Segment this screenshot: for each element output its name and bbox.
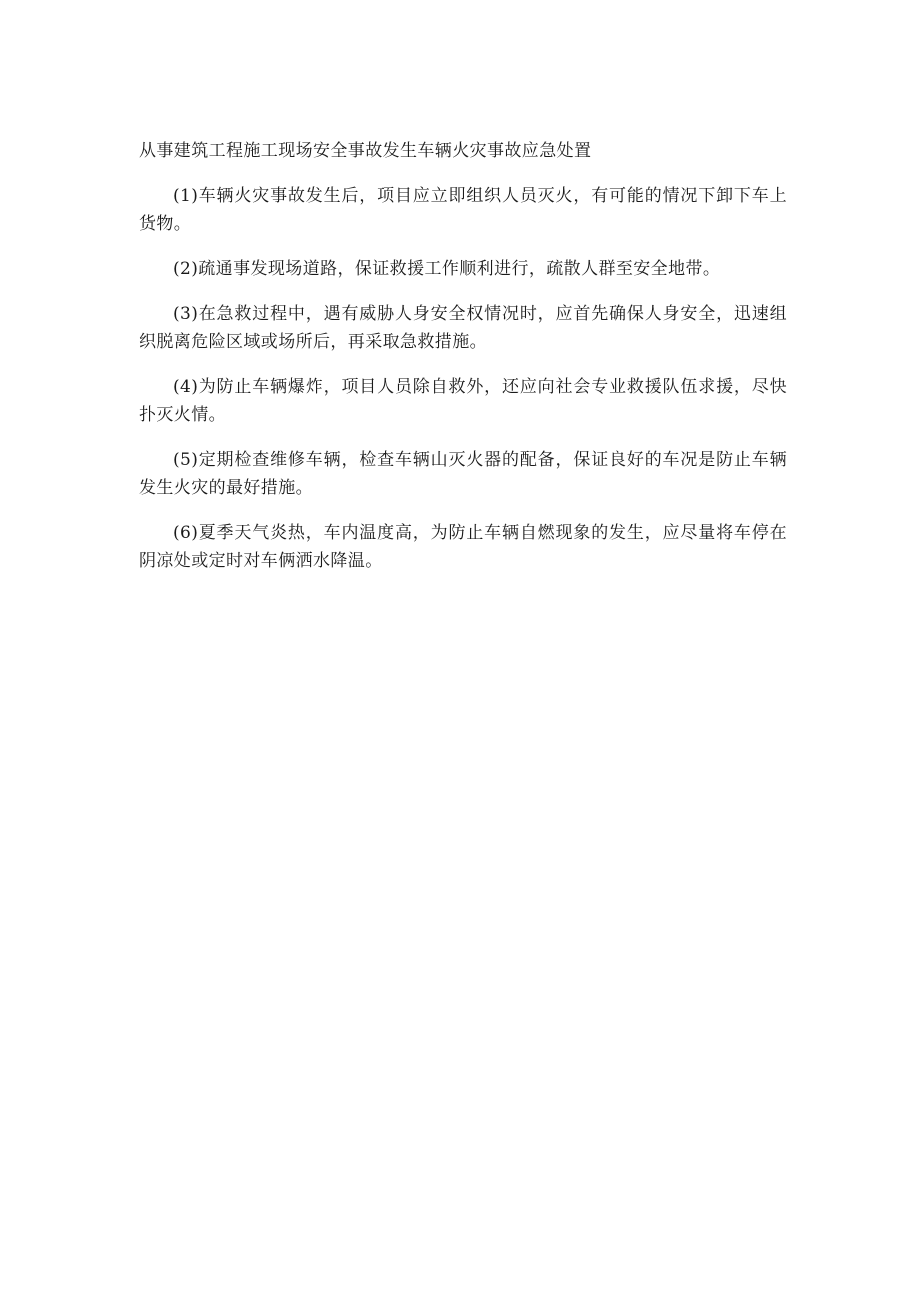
paragraph-6: (6)夏季天气炎热，车内温度高，为防止车辆自燃现象的发生，应尽量将车停在阴凉处或定时对车俩洒水降温。 <box>139 523 787 571</box>
paragraph-3: (3)在急救过程中，遇有威胁人身安全权情况时，应首先确保人身安全，迅速组织脱离危险区域或场所后，再采取急救措施。 <box>139 304 787 352</box>
document-title: 从事建筑工程施工现场安全事故发生车辆火灾事故应急处置 <box>139 141 592 161</box>
paragraph-5: (5)定期检查维修车辆，检查车辆山灭火器的配备，保证良好的车况是防止车辆发生火灾的最好措施。 <box>139 450 787 498</box>
document-body <box>139 137 787 592</box>
paragraph-1: (1)车辆火灾事故发生后，项目应立即组织人员灭火，有可能的情况下卸下车上货物。 <box>139 186 787 234</box>
paragraph-4: (4)为防止车辆爆炸，项目人员除自救外，还应向社会专业救援队伍求援，尽快扑灭火情。 <box>139 377 787 425</box>
paragraph-2: (2)疏通事发现场道路，保证救援工作顺利进行，疏散人群至安全地带。 <box>173 259 721 279</box>
